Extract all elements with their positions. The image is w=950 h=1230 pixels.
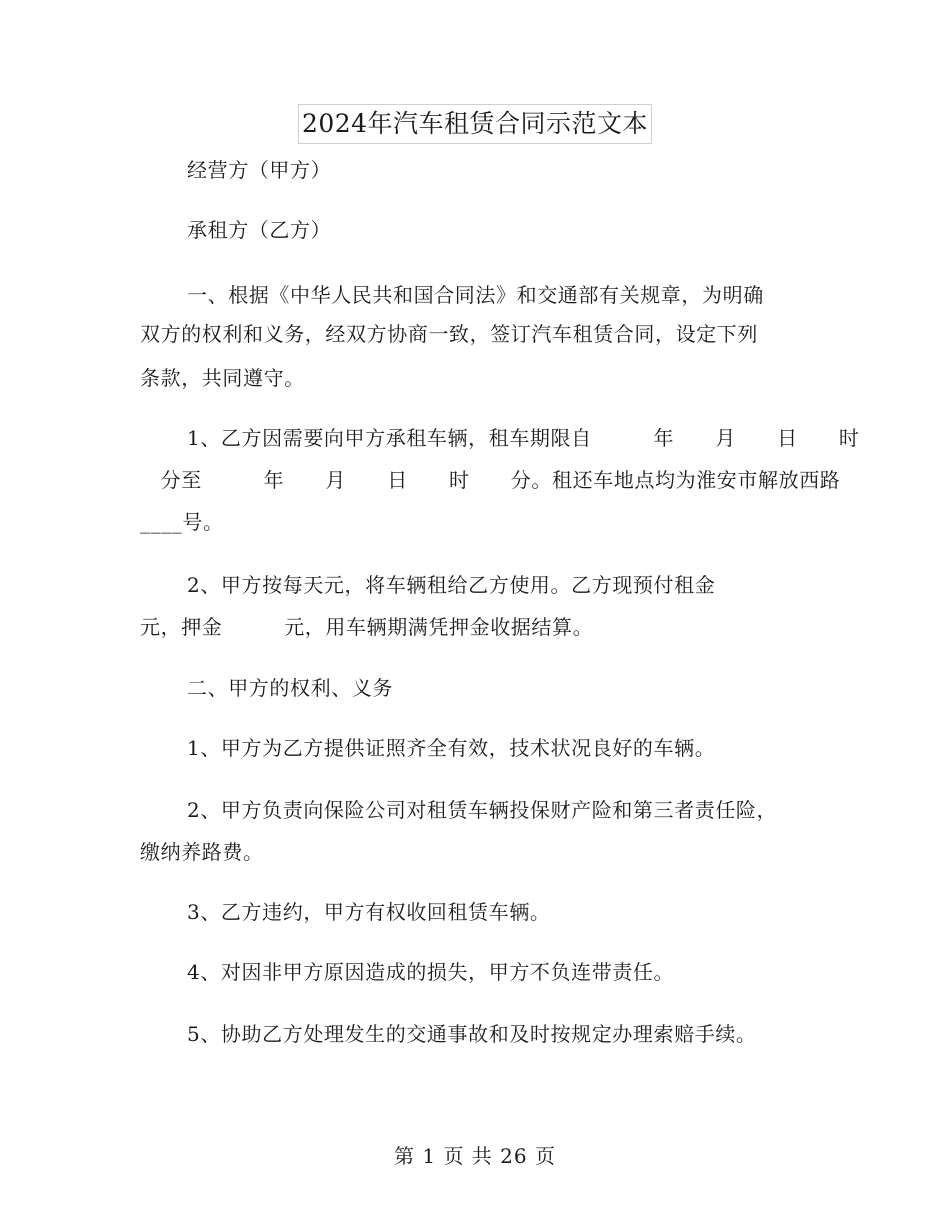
title-wrap: [0, 104, 950, 144]
clause-1-intro-line-2: 双方的权利和义务，经双方协商一致，签订汽车租赁合同，设定下列: [140, 322, 758, 346]
party-a-duty-3: 3、乙方违约，甲方有权收回租赁车辆。: [187, 900, 551, 924]
rental-period-line-1: 1、乙方因需要向甲方承租车辆，租车期限自 年 月 日 时: [187, 426, 860, 450]
party-a-duty-2-line-1: 2、甲方负责向保险公司对租赁车辆投保财产险和第三者责任险，: [187, 798, 778, 822]
party-a-duty-2-line-2: 缴纳养路费。: [140, 840, 264, 864]
rent-payment-line-2: 元，押金 元，用车辆期满凭押金收据结算。: [140, 615, 594, 639]
party-a-duty-1: 1、甲方为乙方提供证照齐全有效，技术状况良好的车辆。: [187, 736, 716, 760]
clause-1-intro-line-3: 条款，共同遵守。: [140, 366, 305, 390]
rental-period-line-2: 分至 年 月 日 时 分。租还车地点均为淮安市解放西路: [140, 468, 841, 492]
page-footer: 第 1 页 共 26 页: [394, 1144, 556, 1168]
party-a-duty-4: 4、对因非甲方原因造成的损失，甲方不负连带责任。: [187, 960, 675, 984]
document-title: 2024年汽车租赁合同示范文本: [298, 104, 652, 144]
rent-payment-line-1: 2、甲方按每天元，将车辆租给乙方使用。乙方现预付租金: [187, 573, 716, 597]
section-2-heading: 二、甲方的权利、义务: [187, 676, 393, 700]
party-b-line: 承租方（乙方）: [187, 218, 332, 242]
clause-1-intro-line-1: 一、根据《中华人民共和国合同法》和交通部有关规章，为明确: [187, 283, 764, 307]
party-a-duty-5: 5、协助乙方处理发生的交通事故和及时按规定办理索赔手续。: [187, 1022, 757, 1046]
party-a-line: 经营方（甲方）: [187, 158, 332, 182]
rental-period-line-3: ____号。: [140, 510, 224, 534]
